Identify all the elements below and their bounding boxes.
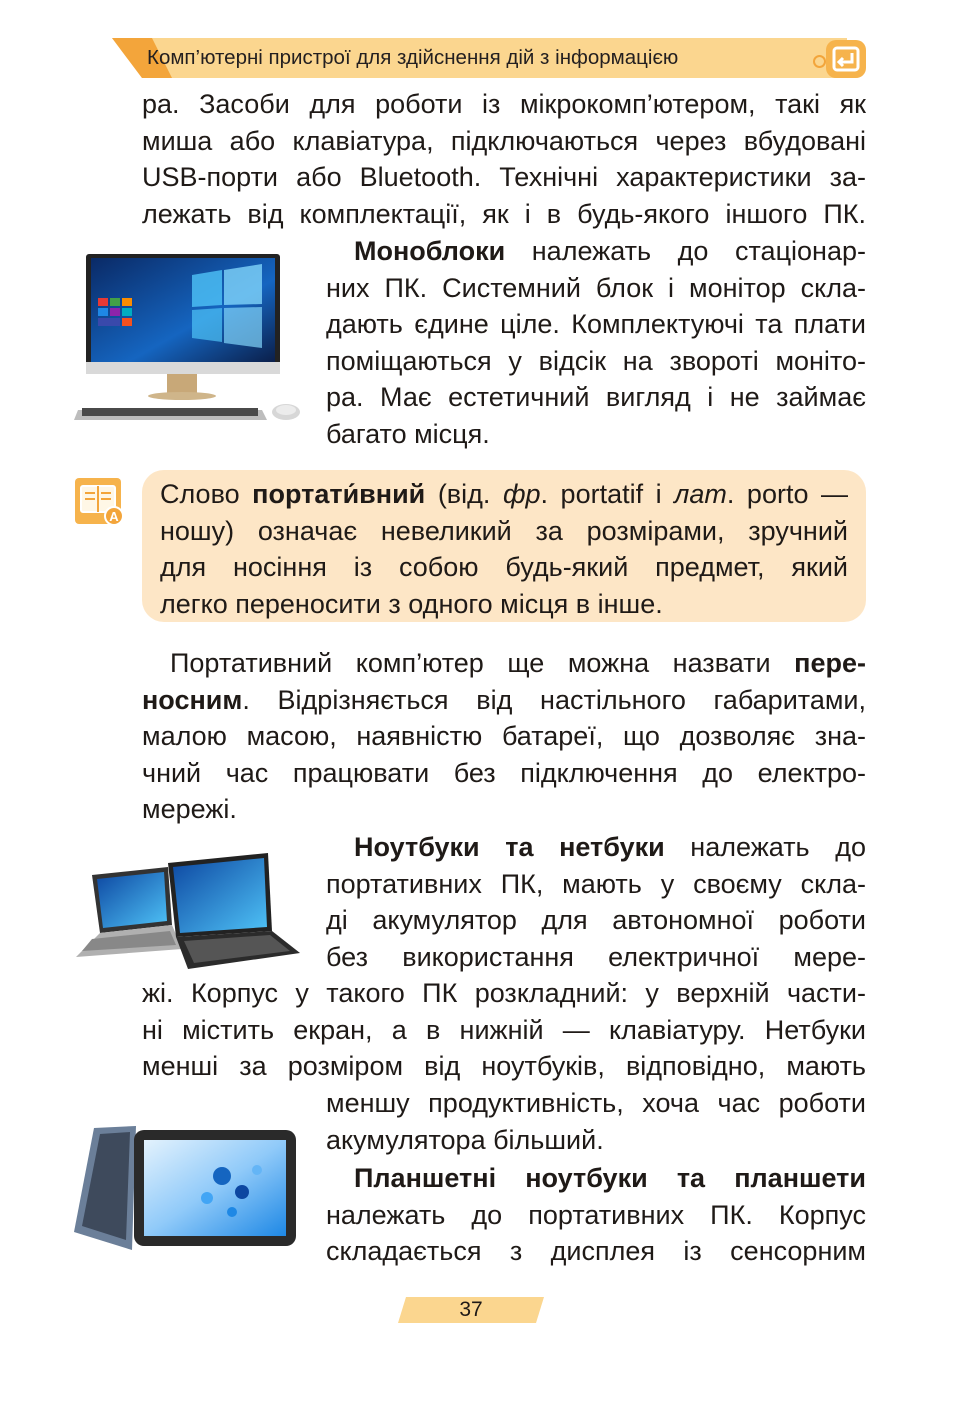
definition-text — [160, 476, 848, 622]
text-fragment: Портативний комп’ютер ще можна назвати — [170, 648, 795, 678]
text-line: ношу) означає невеликий за розмірами, зручний — [160, 515, 848, 546]
text-line: дають єдине ціле. Комплектуючі та плати — [326, 309, 866, 340]
laptops-image — [72, 845, 302, 980]
running-header-title: Комп’ютерні пристрої для здійснення дій з інформацією — [147, 46, 679, 69]
text-fragment: . portatif і — [540, 479, 675, 509]
text-fragment: . Відрізняється від настільного габаритами, — [242, 684, 866, 715]
laptops-paragraph-right — [326, 829, 866, 975]
text-line: меншу продуктивність, хоча час роботи — [326, 1088, 866, 1118]
text-line: менші за розміром від ноутбуків, відповідно, мають — [142, 1051, 866, 1082]
text-line: ра. Засоби для роботи із мікрокомп’ютером, такі як — [142, 89, 866, 119]
term-transportable: пере- — [794, 648, 866, 678]
chapter-return-icon — [826, 40, 866, 78]
text-line — [142, 645, 866, 682]
text-line: ді акумулятор для автономної роботи — [326, 905, 866, 936]
text-fragment: . porto — — [726, 479, 848, 509]
term-monoblocks: Моноблоки — [354, 236, 506, 266]
text-line: миша або клавіатура, підключаються через вбудовані — [142, 125, 866, 156]
text-fragment: Слово — [160, 479, 253, 509]
text-line — [160, 476, 848, 513]
text-line: багато місця. — [326, 418, 490, 449]
text-line: мережі. — [142, 794, 237, 825]
text-line: поміщаються у відсік на звороті моніто- — [326, 345, 866, 376]
text-line: належать до портативних ПК. Корпус — [326, 1199, 866, 1230]
text-line: них ПК. Системний блок і монітор скла- — [326, 272, 866, 303]
text-line: акумулятора більший. — [326, 1124, 604, 1155]
term-portable: портати́вний — [252, 479, 426, 509]
text-line: жі. Корпус у такого ПК розкладний: у верхній части- — [142, 978, 866, 1008]
text-line: лежать від комплектації, як і в будь-якого іншого ПК. — [142, 198, 866, 229]
text-line: ні містить екран, а в нижній — клавіатуру. Нетбуки — [142, 1014, 866, 1045]
tablets-image — [72, 1120, 302, 1265]
text-line: USB-порти або Bluetooth. Технічні характеристики за- — [142, 162, 866, 193]
text-line: без використання електричної мере- — [326, 941, 866, 972]
page-number: 37 — [459, 1298, 483, 1321]
text-line — [142, 682, 866, 719]
dictionary-book-icon — [73, 476, 125, 528]
text-fragment: належать до — [664, 832, 866, 862]
text-line: легко переносити з одного місця в інше. — [160, 588, 663, 619]
svg-text:A: A — [109, 509, 119, 524]
tablets-paragraph — [326, 1160, 866, 1270]
text-fragment: належать до стаціонар- — [505, 236, 866, 266]
laptops-paragraph-full — [142, 975, 866, 1085]
text-line — [326, 1160, 866, 1197]
laptops-paragraph-after — [326, 1085, 866, 1158]
monoblock-image — [72, 250, 302, 435]
portable-paragraph — [142, 645, 866, 828]
text-line: для носіння із собою будь-який предмет, який — [160, 552, 848, 583]
text-fragment: лат — [674, 479, 727, 509]
text-line: складається з дисплея із сенсорним — [326, 1236, 866, 1267]
text-line: ра. Має естетичний вигляд і не займає — [326, 382, 866, 413]
term-transportable-end: носним — [142, 684, 243, 715]
text-fragment: фр — [502, 479, 541, 509]
text-line: портативних ПК, мають у своєму скла- — [326, 868, 866, 899]
intro-paragraph — [142, 86, 866, 232]
monoblocks-paragraph — [326, 233, 866, 453]
text-line — [326, 829, 866, 866]
text-line — [326, 233, 866, 270]
text-line: чний час працювати без підключення до електро- — [142, 757, 866, 788]
header-dot — [813, 55, 826, 68]
text-fragment: (від. — [425, 479, 503, 509]
text-line: малою масою, наявністю батареї, що дозволяє зна- — [142, 721, 866, 752]
term-tablets: Планшетні ноутбуки та планшети — [354, 1163, 866, 1193]
term-laptops: Ноутбуки та нетбуки — [354, 832, 665, 862]
